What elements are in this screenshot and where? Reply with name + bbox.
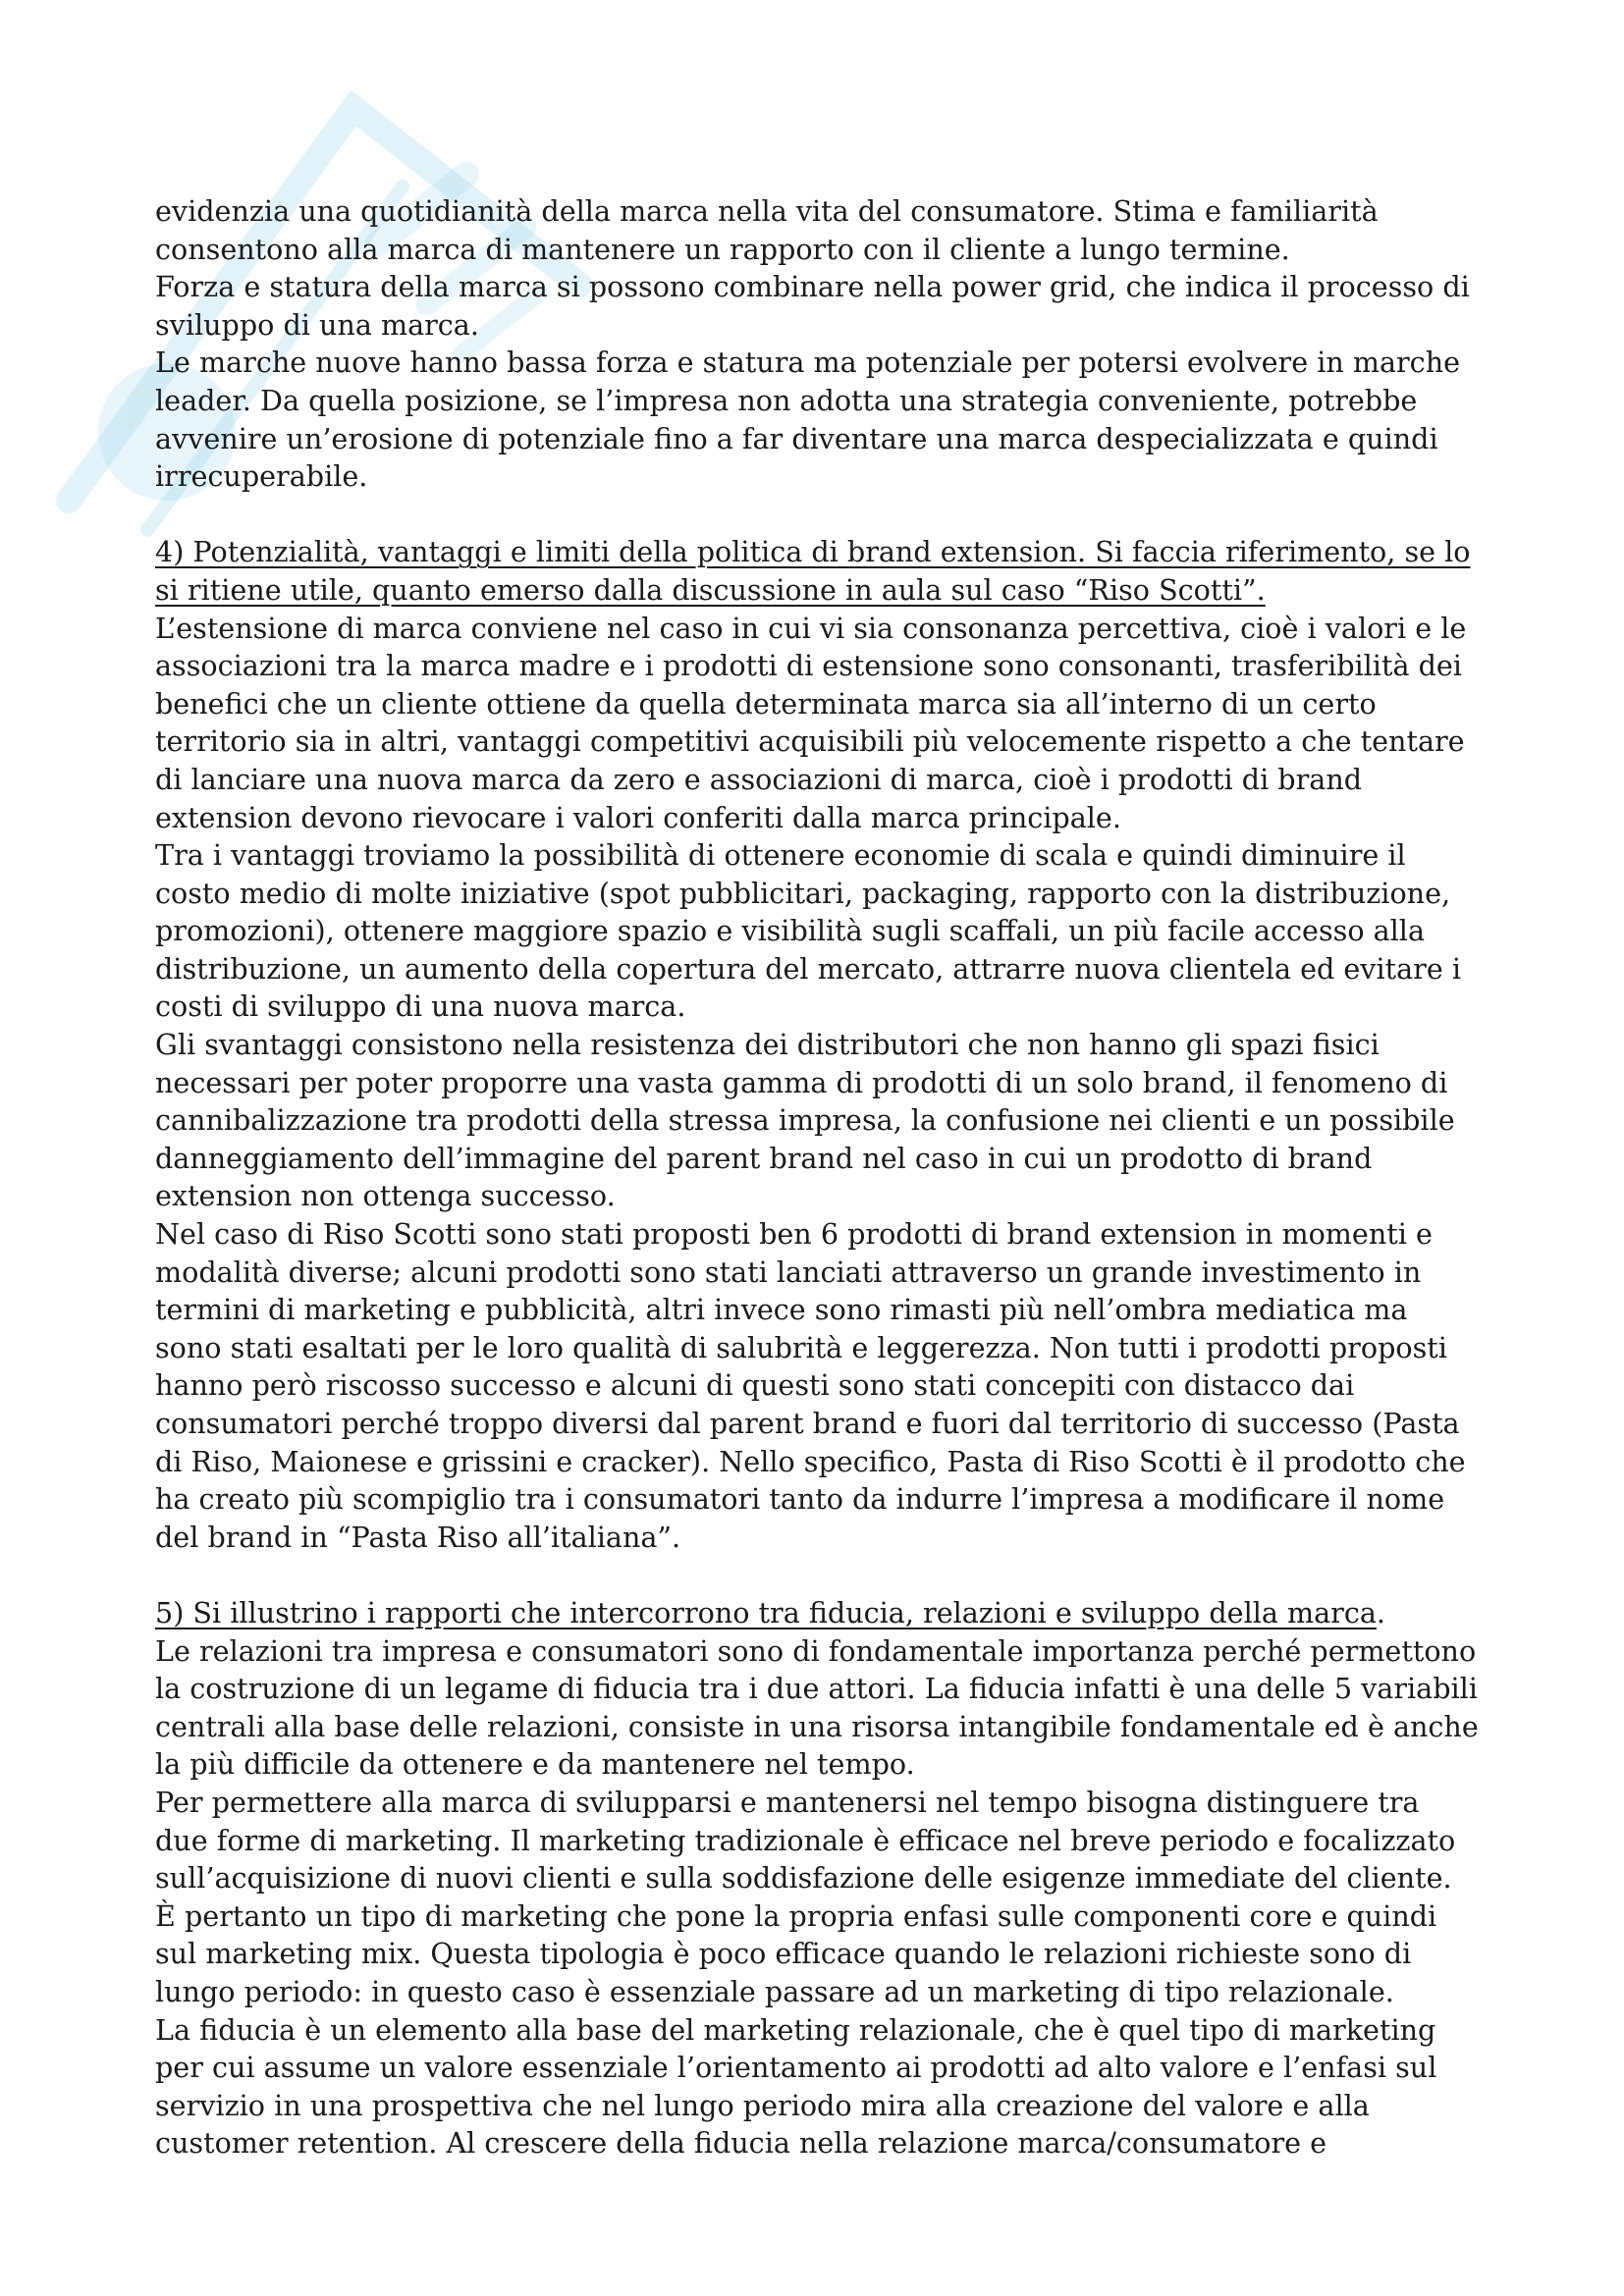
document-page [155,192,1481,2163]
section-4-paragraph: L’estensione di marca conviene nel caso in cui vi sia consonanza percettiva, cioè i valori e le associazioni tra la marca madre e i prodotti di estensione sono consonanti, trasferibilità dei benefici che un cliente ottiene da quella determinata marca sia all’interno di un certo territorio sia in altri, vantaggi competitivi acquisibili più velocemente rispetto a che tentare di lanciare una nuova marca da zero e associazioni di marca, cioè i prodotti di brand extension devono rievocare i valori conferiti dalla marca principale. [155,611,1467,834]
section-5-heading: 5) Si illustrino i rapporti che intercorrono tra fiducia, relazioni e sviluppo della marca [155,1595,1377,1629]
section-4-paragraph: Gli svantaggi consistono nella resistenza dei distributori che non hanno gli spazi fisici necessari per poter proporre una vasta gamma di prodotti di un solo brand, il fenomeno di cannibalizzazione tra prodotti della stressa impresa, la confusione nei clienti e un possibile danneggiamento dell’immagine del parent brand nel caso in cui un prodotto di brand extension non ottenga successo. [155,1028,1455,1213]
section-5-heading-line [155,1594,1481,1632]
paragraph-gap [155,496,1481,534]
paragraph-gap [155,1556,1481,1594]
section-5-paragraph: Per permettere alla marca di svilupparsi e mantenersi nel tempo bisogna distinguere tra due forme di marketing. Il marketing tradizionale è efficace nel breve periodo e focalizzato sull’acquisizione di nuovi clienti e sulla soddisfazione delle esigenze immediate del cliente. È pertanto un tipo di marketing che pone la propria enfasi sulle componenti core e quindi sul marketing mix. Questa tipologia è poco efficace quando le relazioni richieste sono di lungo periodo: in questo caso è essenziale passare ad un marketing di tipo relazionale. [155,1785,1456,2008]
section-4-paragraph: Tra i vantaggi troviamo la possibilità di ottenere economie di scala e quindi diminuire il costo medio di molte iniziative (spot pubblicitari, packaging, rapporto con la distribuzione, promozioni), ottenere maggiore spazio e visibilità sugli scaffali, un più facile accesso alla distribuzione, un aumento della copertura del mercato, attrarre nuova clientela ed evitare i costi di sviluppo di una nuova marca. [155,838,1461,1024]
section-4-paragraph: Nel caso di Riso Scotti sono stati proposti ben 6 prodotti di brand extension in momenti e modalità diverse; alcuni prodotti sono stati lanciati attraverso un grande investimento in termini di marketing e pubblicità, altri invece sono rimasti più nell’ombra mediatica ma sono stati esaltati per le loro qualità di salubrità e leggerezza. Non tutti i prodotti proposti hanno però riscosso successo e alcuni di questi sono stati concepiti con distacco dai consumatori perché troppo diversi dal parent brand e fuori dal territorio di successo (Pasta di Riso, Maionese e grissini e cracker). Nello specifico, Pasta di Riso Scotti è il prodotto che ha creato più scompiglio tra i consumatori tanto da indurre l’impresa a modificare il nome del brand in “Pasta Riso all’italiana”. [155,1217,1466,1554]
intro-paragraph: Forza e statura della marca si possono combinare nella power grid, che indica il processo di sviluppo di una marca. [155,270,1470,342]
intro-paragraph: evidenzia una quotidianità della marca nella vita del consumatore. Stima e familiarità consentono alla marca di mantenere un rapporto con il cliente a lungo termine. [155,194,1379,266]
section-5-heading-period: . [1376,1595,1385,1629]
section-5-paragraph: Le relazioni tra impresa e consumatori sono di fondamentale importanza perché permettono la costruzione di un legame di fiducia tra i due attori. La fiducia infatti è una delle 5 variabili centrali alla base delle relazioni, consiste in una risorsa intangibile fondamentale ed è anche la più difficile da ottenere e da mantenere nel tempo. [155,1633,1479,1782]
section-4-heading: 4) Potenzialità, vantaggi e limiti della politica di brand extension. Si faccia riferimento, se lo si ritiene utile, quanto emerso dalla discussione in aula sul caso “Riso Scotti”. [155,535,1471,607]
intro-paragraph: Le marche nuove hanno bassa forza e statura ma potenziale per potersi evolvere in marche leader. Da quella posizione, se l’impresa non adotta una strategia conveniente, potrebbe avvenire un’erosione di potenziale fino a far diventare una marca despecializzata e quindi irrecuperabile. [155,346,1461,494]
section-5-paragraph: La fiducia è un elemento alla base del marketing relazionale, che è quel tipo di marketing per cui assume un valore essenziale l’orientamento ai prodotti ad alto valore e l’enfasi sul servizio in una prospettiva che nel lungo periodo mira alla creazione del valore e alla customer retention. Al crescere della fiducia nella relazione marca/consumatore e [155,2012,1437,2161]
